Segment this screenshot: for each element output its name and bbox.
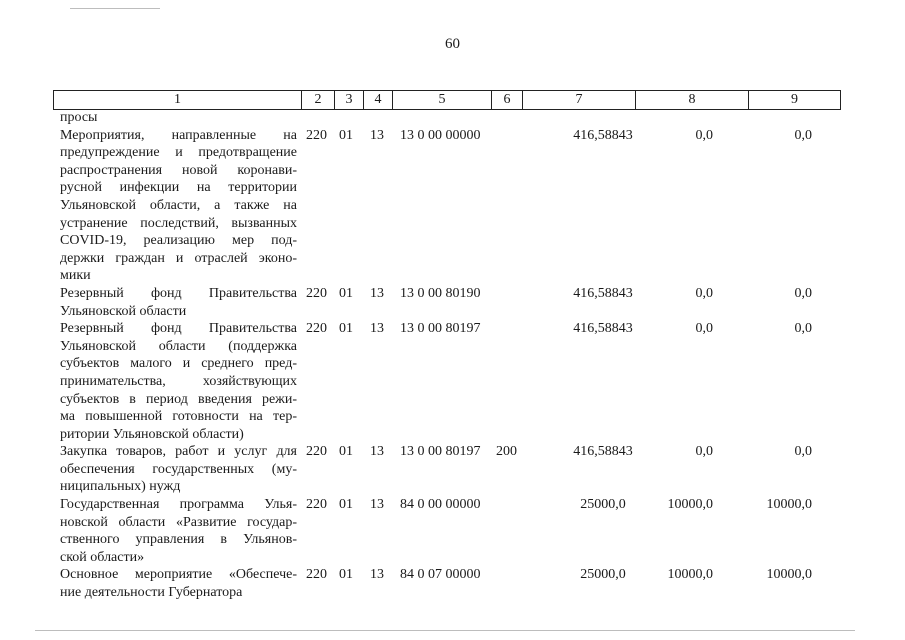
description-line: ской области»: [60, 549, 145, 565]
cell-col-8: 10000,0: [667, 567, 713, 583]
row-description: [60, 443, 297, 496]
cell-col-2: 220: [306, 321, 327, 337]
cell-col-7: 25000,0: [580, 497, 626, 513]
cell-col-3: 01: [339, 127, 353, 143]
cell-col-5: 13 0 00 80190: [400, 285, 481, 301]
cell-col-3: 01: [339, 285, 353, 301]
cell-col-3: 01: [339, 497, 353, 513]
header-col-4: 4: [364, 91, 393, 110]
cell-col-4: 13: [370, 444, 384, 460]
cell-col-9: 0,0: [794, 127, 812, 143]
description-line: ние деятельности Губернатора: [60, 585, 243, 601]
cell-col-8: 0,0: [695, 127, 713, 143]
table-body: [60, 109, 840, 602]
cell-col-9: 0,0: [794, 444, 812, 460]
cell-col-5: 13 0 00 80197: [400, 321, 481, 337]
description-line: Мероприятия, направленные на: [60, 127, 297, 143]
table-row: [60, 109, 840, 127]
description-line: ственного управления в Ульянов-: [60, 532, 297, 548]
description-line: Резервный фонд Правительства: [60, 321, 297, 337]
description-line: предупреждение и предотвращение: [60, 145, 297, 161]
header-col-3: 3: [335, 91, 364, 110]
header-col-7: 7: [523, 91, 636, 110]
description-line: обеспечения государственных (му-: [60, 461, 297, 477]
description-line: Государственная программа Улья-: [60, 497, 297, 513]
cell-col-7: 416,58843: [573, 444, 633, 460]
description-line: ритории Ульяновской области): [60, 426, 244, 442]
cell-col-4: 13: [370, 127, 384, 143]
description-line: Основное мероприятие «Обеспече-: [60, 567, 297, 583]
cell-col-2: 220: [306, 285, 327, 301]
table-row: [60, 496, 840, 566]
header-col-5: 5: [393, 91, 492, 110]
description-line: Закупка товаров, работ и услуг для: [60, 444, 297, 460]
description-line: субъектов малого и среднего пред-: [60, 356, 297, 372]
cell-col-9: 10000,0: [766, 497, 812, 513]
table-row: [60, 320, 840, 443]
header-col-1: 1: [54, 91, 302, 110]
table-header: [53, 90, 841, 110]
header-col-2: 2: [302, 91, 335, 110]
description-line: субъектов в период введения режи-: [60, 391, 297, 407]
cell-col-7: 416,58843: [573, 127, 633, 143]
cell-col-9: 10000,0: [766, 567, 812, 583]
cell-col-4: 13: [370, 285, 384, 301]
cell-col-3: 01: [339, 321, 353, 337]
cell-col-7: 416,58843: [573, 321, 633, 337]
row-description: [60, 127, 297, 285]
cell-col-4: 13: [370, 321, 384, 337]
table-row: [60, 285, 840, 320]
row-description: [60, 320, 297, 443]
cell-col-9: 0,0: [794, 285, 812, 301]
cell-col-8: 0,0: [695, 444, 713, 460]
cell-col-5: 84 0 07 00000: [400, 567, 481, 583]
cell-col-5: 13 0 00 00000: [400, 127, 481, 143]
description-line: COVID-19, реализацию мер под-: [60, 233, 297, 249]
cell-col-4: 13: [370, 497, 384, 513]
table-row: [60, 566, 840, 601]
row-description: [60, 285, 297, 320]
description-line: просы: [60, 110, 98, 125]
table-row: [60, 127, 840, 285]
row-description: [60, 496, 297, 566]
description-line: новской области «Развитие государ-: [60, 514, 297, 530]
description-line: Резервный фонд Правительства: [60, 285, 297, 301]
cell-col-5: 84 0 00 00000: [400, 497, 481, 513]
page-number: 60: [445, 36, 460, 52]
cell-col-9: 0,0: [794, 321, 812, 337]
table-row: [60, 443, 840, 496]
description-line: Ульяновской области, а также на: [60, 197, 297, 213]
cell-col-3: 01: [339, 567, 353, 583]
cell-col-6: 200: [496, 444, 517, 460]
cell-col-7: 416,58843: [573, 285, 633, 301]
description-line: распространения новой коронави-: [60, 162, 297, 178]
cell-col-2: 220: [306, 127, 327, 143]
description-line: устранение последствий, вызванных: [60, 215, 297, 231]
description-line: держки граждан и отраслей эконо-: [60, 250, 297, 266]
header-col-6: 6: [492, 91, 523, 110]
description-line: Ульяновской области: [60, 303, 187, 319]
cell-col-4: 13: [370, 567, 384, 583]
description-line: мики: [60, 268, 91, 284]
cell-col-8: 0,0: [695, 285, 713, 301]
description-line: принимательства, хозяйствующих: [60, 373, 297, 389]
cell-col-8: 10000,0: [667, 497, 713, 513]
cell-col-3: 01: [339, 444, 353, 460]
cell-col-2: 220: [306, 567, 327, 583]
description-line: Ульяновской области (поддержка: [60, 338, 297, 354]
cell-col-2: 220: [306, 497, 327, 513]
header-col-9: 9: [749, 91, 841, 110]
header-col-8: 8: [636, 91, 749, 110]
cell-col-5: 13 0 00 80197: [400, 444, 481, 460]
description-line: ниципальных) нужд: [60, 479, 181, 495]
scan-noise: [35, 630, 855, 631]
cell-col-2: 220: [306, 444, 327, 460]
row-description: [60, 109, 297, 127]
description-line: русной инфекции на территории: [60, 180, 297, 196]
cell-col-8: 0,0: [695, 321, 713, 337]
scan-noise: [70, 8, 160, 9]
cell-col-7: 25000,0: [580, 567, 626, 583]
description-line: ма повышенной готовности на тер-: [60, 409, 297, 425]
row-description: [60, 566, 297, 601]
